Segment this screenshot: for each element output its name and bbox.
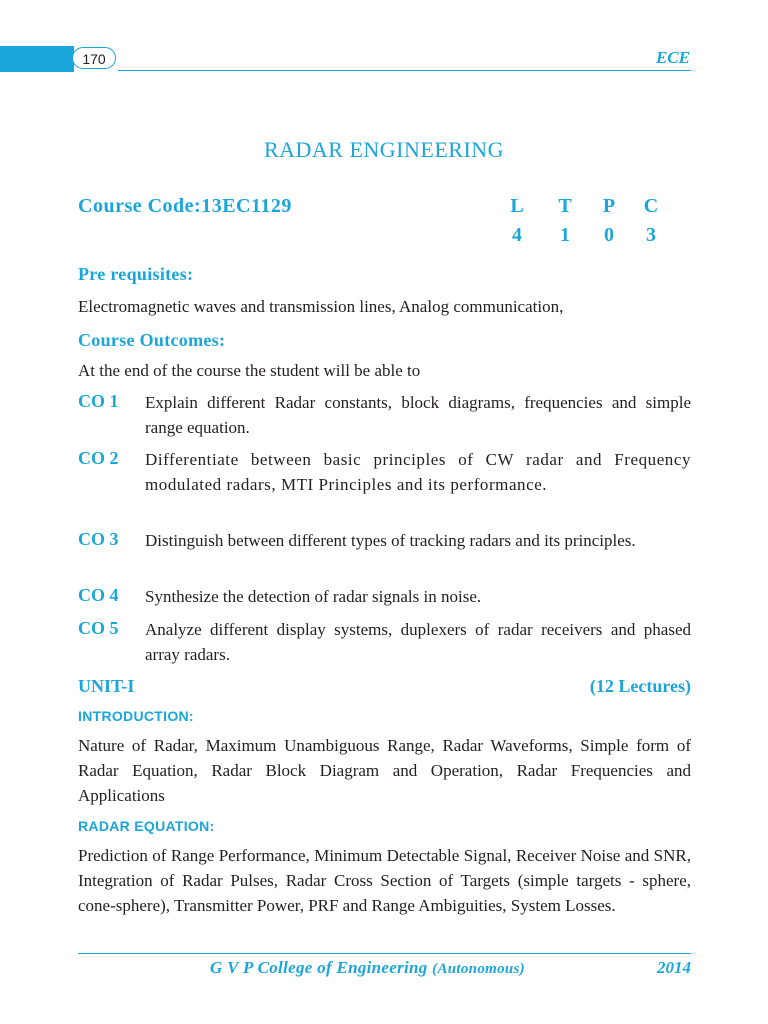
ltpc-header: T bbox=[558, 195, 572, 217]
section-text-radar-equation: Prediction of Range Performance, Minimum Detectable Signal, Receiver Noise and SNR, Integration of Radar Pulses, Radar Cross Section of Targets (simple targets - sphere, cone-sphere), Transmitter Power, PRF and Range Ambiguities, System Losses. bbox=[78, 846, 691, 915]
footer-year: 2014 bbox=[657, 958, 691, 977]
outcomes-heading: Course Outcomes: bbox=[78, 330, 226, 350]
college-status: (Autonomous) bbox=[432, 961, 525, 977]
section-heading-introduction: INTRODUCTION: bbox=[78, 708, 194, 724]
co-text: Analyze different display systems, duplexers of radar receivers and phased array radars. bbox=[145, 620, 691, 664]
co-label: CO 3 bbox=[78, 529, 119, 549]
section-text-introduction: Nature of Radar, Maximum Unambiguous Range, Radar Waveforms, Simple form of Radar Equation, Radar Block Diagram and Operation, Radar Frequencies and Applications bbox=[78, 736, 691, 805]
co-label: CO 4 bbox=[78, 585, 119, 605]
college-name: G V P College of Engineering bbox=[210, 958, 428, 977]
ltpc-column-l bbox=[505, 195, 529, 253]
prerequisites-heading: Pre requisites: bbox=[78, 264, 194, 284]
footer-rule bbox=[78, 953, 691, 954]
header-accent-bar bbox=[0, 46, 74, 72]
ltpc-column-t bbox=[553, 195, 577, 253]
co-text: Distinguish between different types of tracking radars and its principles. bbox=[145, 531, 636, 550]
department-label: ECE bbox=[655, 48, 690, 67]
co-text: Differentiate between basic principles of CW radar and Frequency modulated radars, MTI Principles and its performance. bbox=[145, 450, 691, 494]
unit-lectures: (12 Lectures) bbox=[589, 676, 691, 696]
ltpc-value: 4 bbox=[512, 224, 522, 246]
footer-college bbox=[210, 958, 525, 978]
co-label: CO 5 bbox=[78, 618, 119, 638]
section-heading-radar-equation: RADAR EQUATION: bbox=[78, 818, 215, 834]
unit-label: UNIT-I bbox=[78, 676, 135, 696]
ltpc-header: L bbox=[510, 195, 524, 217]
header-rule bbox=[118, 70, 691, 71]
prerequisites-text: Electromagnetic waves and transmission lines, Analog communication, bbox=[78, 297, 564, 316]
outcomes-intro: At the end of the course the student will be able to bbox=[78, 361, 421, 380]
ltpc-column-c bbox=[639, 195, 663, 253]
co-text: Explain different Radar constants, block diagrams, frequencies and simple range equation. bbox=[145, 393, 691, 437]
course-code: Course Code:13EC1129 bbox=[78, 195, 292, 217]
ltpc-value: 1 bbox=[560, 224, 570, 246]
ltpc-value: 3 bbox=[646, 224, 656, 246]
ltpc-column-p bbox=[597, 195, 621, 253]
ltpc-header: P bbox=[602, 195, 616, 217]
co-label: CO 1 bbox=[78, 391, 119, 411]
page-number: 170 bbox=[72, 47, 116, 69]
co-text: Synthesize the detection of radar signals in noise. bbox=[145, 587, 482, 606]
page-title: RADAR ENGINEERING bbox=[263, 137, 505, 162]
ltpc-header: C bbox=[643, 195, 659, 217]
ltpc-value: 0 bbox=[604, 224, 614, 246]
co-label: CO 2 bbox=[78, 448, 119, 468]
